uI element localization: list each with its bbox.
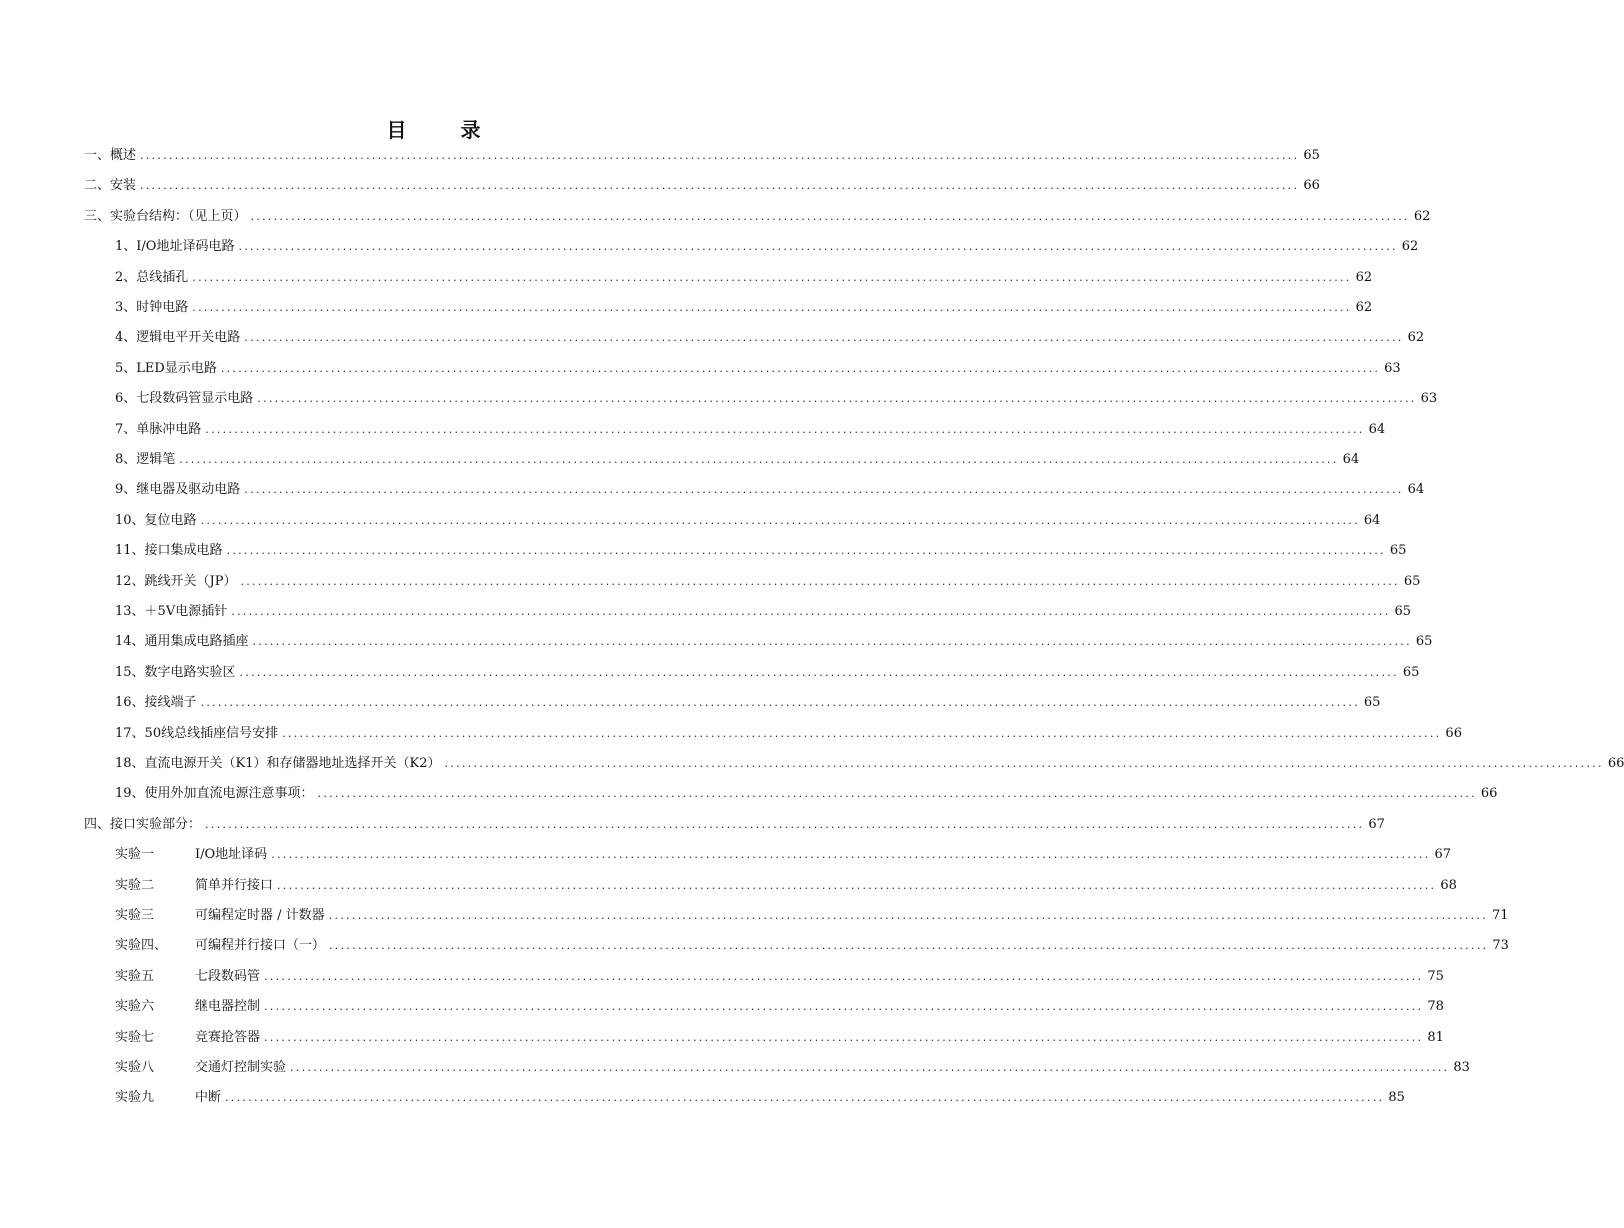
toc-entry-page: 65 [1394,604,1412,619]
toc-entry[interactable] [84,145,1320,167]
toc-entry-title: 15、数字电路实验区 [115,664,236,680]
toc-entry[interactable] [115,1057,1470,1079]
toc-entry[interactable] [115,601,1412,623]
title-char-2: 录 [460,118,483,142]
leader-dots: ........................................................................................................................................................................................................ [205,817,1365,831]
toc-entry-label [115,631,249,653]
leader-dots: ........................................................................................................................................................................................................ [239,665,1399,679]
toc-entry[interactable] [115,692,1381,714]
toc-entry[interactable] [115,540,1407,562]
toc-entry-title: 三、实验台结构：（见上页） [84,208,247,224]
toc-entry-title: 竞赛抢答器 [195,1029,261,1045]
leader-dots: ........................................................................................................................................................................................................ [290,1061,1450,1074]
leader-dots: ........................................................................................................................................................................................................ [444,757,1604,770]
toc-entry-label [84,175,136,197]
toc-entry-page: 65 [1389,543,1407,559]
leader-dots: ........................................................................................................................................................................................................ [252,635,1412,649]
toc-entry-title: 5、LED显示电路 [115,360,217,376]
page-title [0,114,869,143]
toc-entry-label [115,1027,260,1049]
toc-entry-title: 1、I/O地址译码电路 [115,239,235,255]
toc-entry-label [115,267,188,289]
toc-entry-title: 4、逻辑电平开关电路 [115,330,241,346]
toc-entry-label [115,996,260,1018]
toc-entry-label [115,388,253,410]
leader-dots: ........................................................................................................................................................................................................ [277,878,1437,892]
toc-entry-label [115,966,260,988]
toc-entry[interactable] [115,935,1509,957]
toc-entry-page: 66 [1303,178,1320,194]
experiment-number: 实验二 [115,877,155,893]
leader-dots: ........................................................................................................................................................................................................ [192,301,1352,314]
toc-entry-page: 67 [1434,847,1452,863]
toc-entry[interactable] [115,297,1373,319]
toc-entry-label [115,601,227,623]
toc-entry-page: 78 [1427,999,1444,1015]
toc-entry-title: 3、时钟电路 [115,300,189,315]
leader-dots: ........................................................................................................................................................................................................ [257,392,1417,406]
toc-entry-page: 85 [1388,1090,1405,1106]
toc-entry-page: 64 [1368,421,1386,437]
toc-entry[interactable] [115,510,1381,532]
toc-entry-title: 2、总线插孔 [115,269,189,285]
toc-entry-label [115,875,273,897]
toc-entry-page: 62 [1407,330,1425,346]
toc-entry-label [115,479,240,501]
toc-entry-page: 65 [1415,634,1433,650]
toc-entry[interactable] [115,267,1373,289]
leader-dots: ........................................................................................................................................................................................................ [328,909,1488,922]
toc-entry-page: 62 [1413,208,1431,224]
toc-entry-page: 75 [1427,968,1444,984]
leader-dots: ........................................................................................................................................................................................................ [264,1000,1424,1014]
toc-entry-title: 8、逻辑笔 [115,452,176,467]
toc-entry-title: 继电器控制 [195,999,261,1015]
leader-dots: ........................................................................................................................................................................................................ [244,331,1404,345]
toc-entry-title: 中断 [195,1090,222,1106]
toc-entry-page: 62 [1355,269,1373,285]
toc-entry-title: 7、单脉冲电路 [115,421,202,437]
toc-entry-title: 12、跳线开关（JP） [115,573,237,589]
toc-entry-page: 66 [1445,725,1462,741]
toc-entry-title: 6、七段数码管显示电路 [115,391,254,407]
toc-entry[interactable] [115,753,1624,775]
toc-entry[interactable] [115,783,1498,805]
toc-entry-label [115,662,236,684]
toc-entry-label [115,753,441,775]
toc-entry-page: 62 [1355,300,1373,315]
leader-dots: ........................................................................................................................................................................................................ [220,361,1381,375]
toc-entry-page: 83 [1453,1060,1470,1075]
experiment-number: 实验五 [115,968,155,984]
toc-entry[interactable] [115,327,1425,349]
leader-dots: ........................................................................................................................................................................................................ [317,787,1477,801]
toc-entry-title: 交通灯控制实验 [195,1060,287,1075]
toc-entry-page: 65 [1402,664,1420,680]
leader-dots: ........................................................................................................................................................................................................ [282,726,1442,740]
experiment-number: 实验四、 [115,938,168,954]
toc-entry[interactable] [115,571,1421,593]
toc-entry-label [115,692,197,714]
toc-entry-label [115,358,217,380]
leader-dots: ........................................................................................................................................................................................................ [200,696,1360,710]
toc-entry-label [115,935,325,957]
toc-entry-label [115,327,240,349]
toc-entry-label [115,540,223,562]
toc-entry-page: 64 [1363,512,1381,528]
toc-entry-title: 17、50线总线插座信号安排 [115,725,279,741]
experiment-number: 实验八 [115,1060,155,1075]
toc-entry-title: 16、接线端子 [115,695,197,711]
title-char-1: 目 [386,118,409,142]
toc-entry[interactable] [115,449,1360,471]
toc-entry-page: 63 [1420,391,1438,407]
toc-entry[interactable] [115,875,1457,897]
experiment-number: 实验七 [115,1029,155,1045]
leader-dots: ........................................................................................................................................................................................................ [179,453,1339,466]
toc-entry-label [115,236,234,258]
toc-entry-title: I/O地址译码 [195,847,268,863]
leader-dots: ........................................................................................................................................................................................................ [192,270,1352,284]
toc-entry-page: 65 [1403,573,1421,589]
toc-entry-title: 19、使用外加直流电源注意事项： [115,786,314,802]
toc-entry-label [115,297,188,319]
leader-dots: ........................................................................................................................................................................................................ [250,209,1410,223]
toc-entry[interactable] [84,206,1431,228]
toc-entry-label [84,206,247,228]
leader-dots: ........................................................................................................................................................................................................ [225,1091,1385,1105]
toc-entry-page: 71 [1491,908,1509,923]
toc-entry[interactable] [115,844,1452,866]
toc-entry-label [115,419,201,441]
toc-entry-label [115,723,278,745]
toc-entry[interactable] [115,236,1419,258]
toc-entry[interactable] [84,814,1385,836]
leader-dots: ........................................................................................................................................................................................................ [264,1030,1424,1044]
toc-entry-page: 73 [1492,938,1509,954]
toc-entry-label [115,1057,286,1079]
toc-entry-label [115,510,197,532]
toc-entry-page: 62 [1401,239,1419,255]
toc-entry-title: 11、接口集成电路 [115,543,223,559]
experiment-number: 实验三 [115,908,155,923]
toc-entry-page: 66 [1607,756,1624,771]
toc-entry-page: 63 [1384,360,1401,376]
toc-entry-title: 13、＋5V电源插针 [115,604,228,619]
toc-entry-label [115,783,314,805]
toc-entry[interactable] [84,175,1320,197]
experiment-number: 实验六 [115,999,155,1015]
toc-entry[interactable] [115,419,1386,441]
toc-entry-label [115,449,175,471]
toc-entry-title: 简单并行接口 [195,877,274,893]
toc-entry-page: 67 [1368,816,1385,832]
toc-entry[interactable] [115,723,1462,745]
leader-dots: ........................................................................................................................................................................................................ [140,149,1300,162]
leader-dots: ........................................................................................................................................................................................................ [271,848,1431,862]
toc-entry-title: 可编程并行接口（一） [195,938,326,954]
toc-entry[interactable] [115,905,1509,927]
leader-dots: ........................................................................................................................................................................................................ [140,179,1300,193]
leader-dots: ........................................................................................................................................................................................................ [200,513,1360,527]
leader-dots: ........................................................................................................................................................................................................ [231,605,1391,618]
toc-entry-page: 66 [1480,786,1498,802]
leader-dots: ........................................................................................................................................................................................................ [226,544,1386,558]
toc-entry-title: 10、复位电路 [115,512,197,528]
toc-entry-label [84,145,136,167]
toc-entry-label [115,844,267,866]
toc-entry-page: 68 [1440,877,1457,893]
toc-entry-title: 二、安装 [84,178,137,194]
toc-entry[interactable] [115,631,1433,653]
experiment-number: 实验一 [115,847,155,863]
leader-dots: ........................................................................................................................................................................................................ [264,969,1424,983]
toc-entry-title: 一、概述 [84,148,137,163]
toc-entry-page: 65 [1363,695,1381,711]
toc-entry-title: 可编程定时器 / 计数器 [195,908,325,923]
toc-entry-page: 64 [1342,452,1360,467]
toc-entry[interactable] [115,996,1444,1018]
toc-entry-title: 9、继电器及驱动电路 [115,482,241,498]
leader-dots: ........................................................................................................................................................................................................ [329,939,1489,953]
toc-entry[interactable] [115,966,1444,988]
toc-entry[interactable] [115,1087,1405,1109]
toc-entry[interactable] [115,479,1425,501]
leader-dots: ........................................................................................................................................................................................................ [238,240,1398,254]
toc-entry-label [115,571,237,593]
toc-entry[interactable] [115,358,1401,380]
leader-dots: ........................................................................................................................................................................................................ [205,422,1365,436]
leader-dots: ........................................................................................................................................................................................................ [244,483,1404,497]
toc-entry[interactable] [115,662,1420,684]
toc-entry-label [115,1087,221,1109]
leader-dots: ........................................................................................................................................................................................................ [240,574,1400,588]
toc-entry-title: 四、接口实验部分： [84,816,202,832]
toc-entry-page: 64 [1407,482,1425,498]
experiment-number: 实验九 [115,1090,155,1106]
toc-entry-label [84,814,201,836]
toc-entry-page: 65 [1303,148,1320,163]
toc-entry[interactable] [115,388,1438,410]
toc-entry-title: 18、直流电源开关（K1）和存储器地址选择开关（K2） [115,756,441,771]
toc-entry-title: 14、通用集成电路插座 [115,634,249,650]
toc-entry-page: 81 [1427,1029,1444,1045]
toc-entry-label [115,905,325,927]
toc-entry[interactable] [115,1027,1444,1049]
toc-entry-title: 七段数码管 [195,968,261,984]
